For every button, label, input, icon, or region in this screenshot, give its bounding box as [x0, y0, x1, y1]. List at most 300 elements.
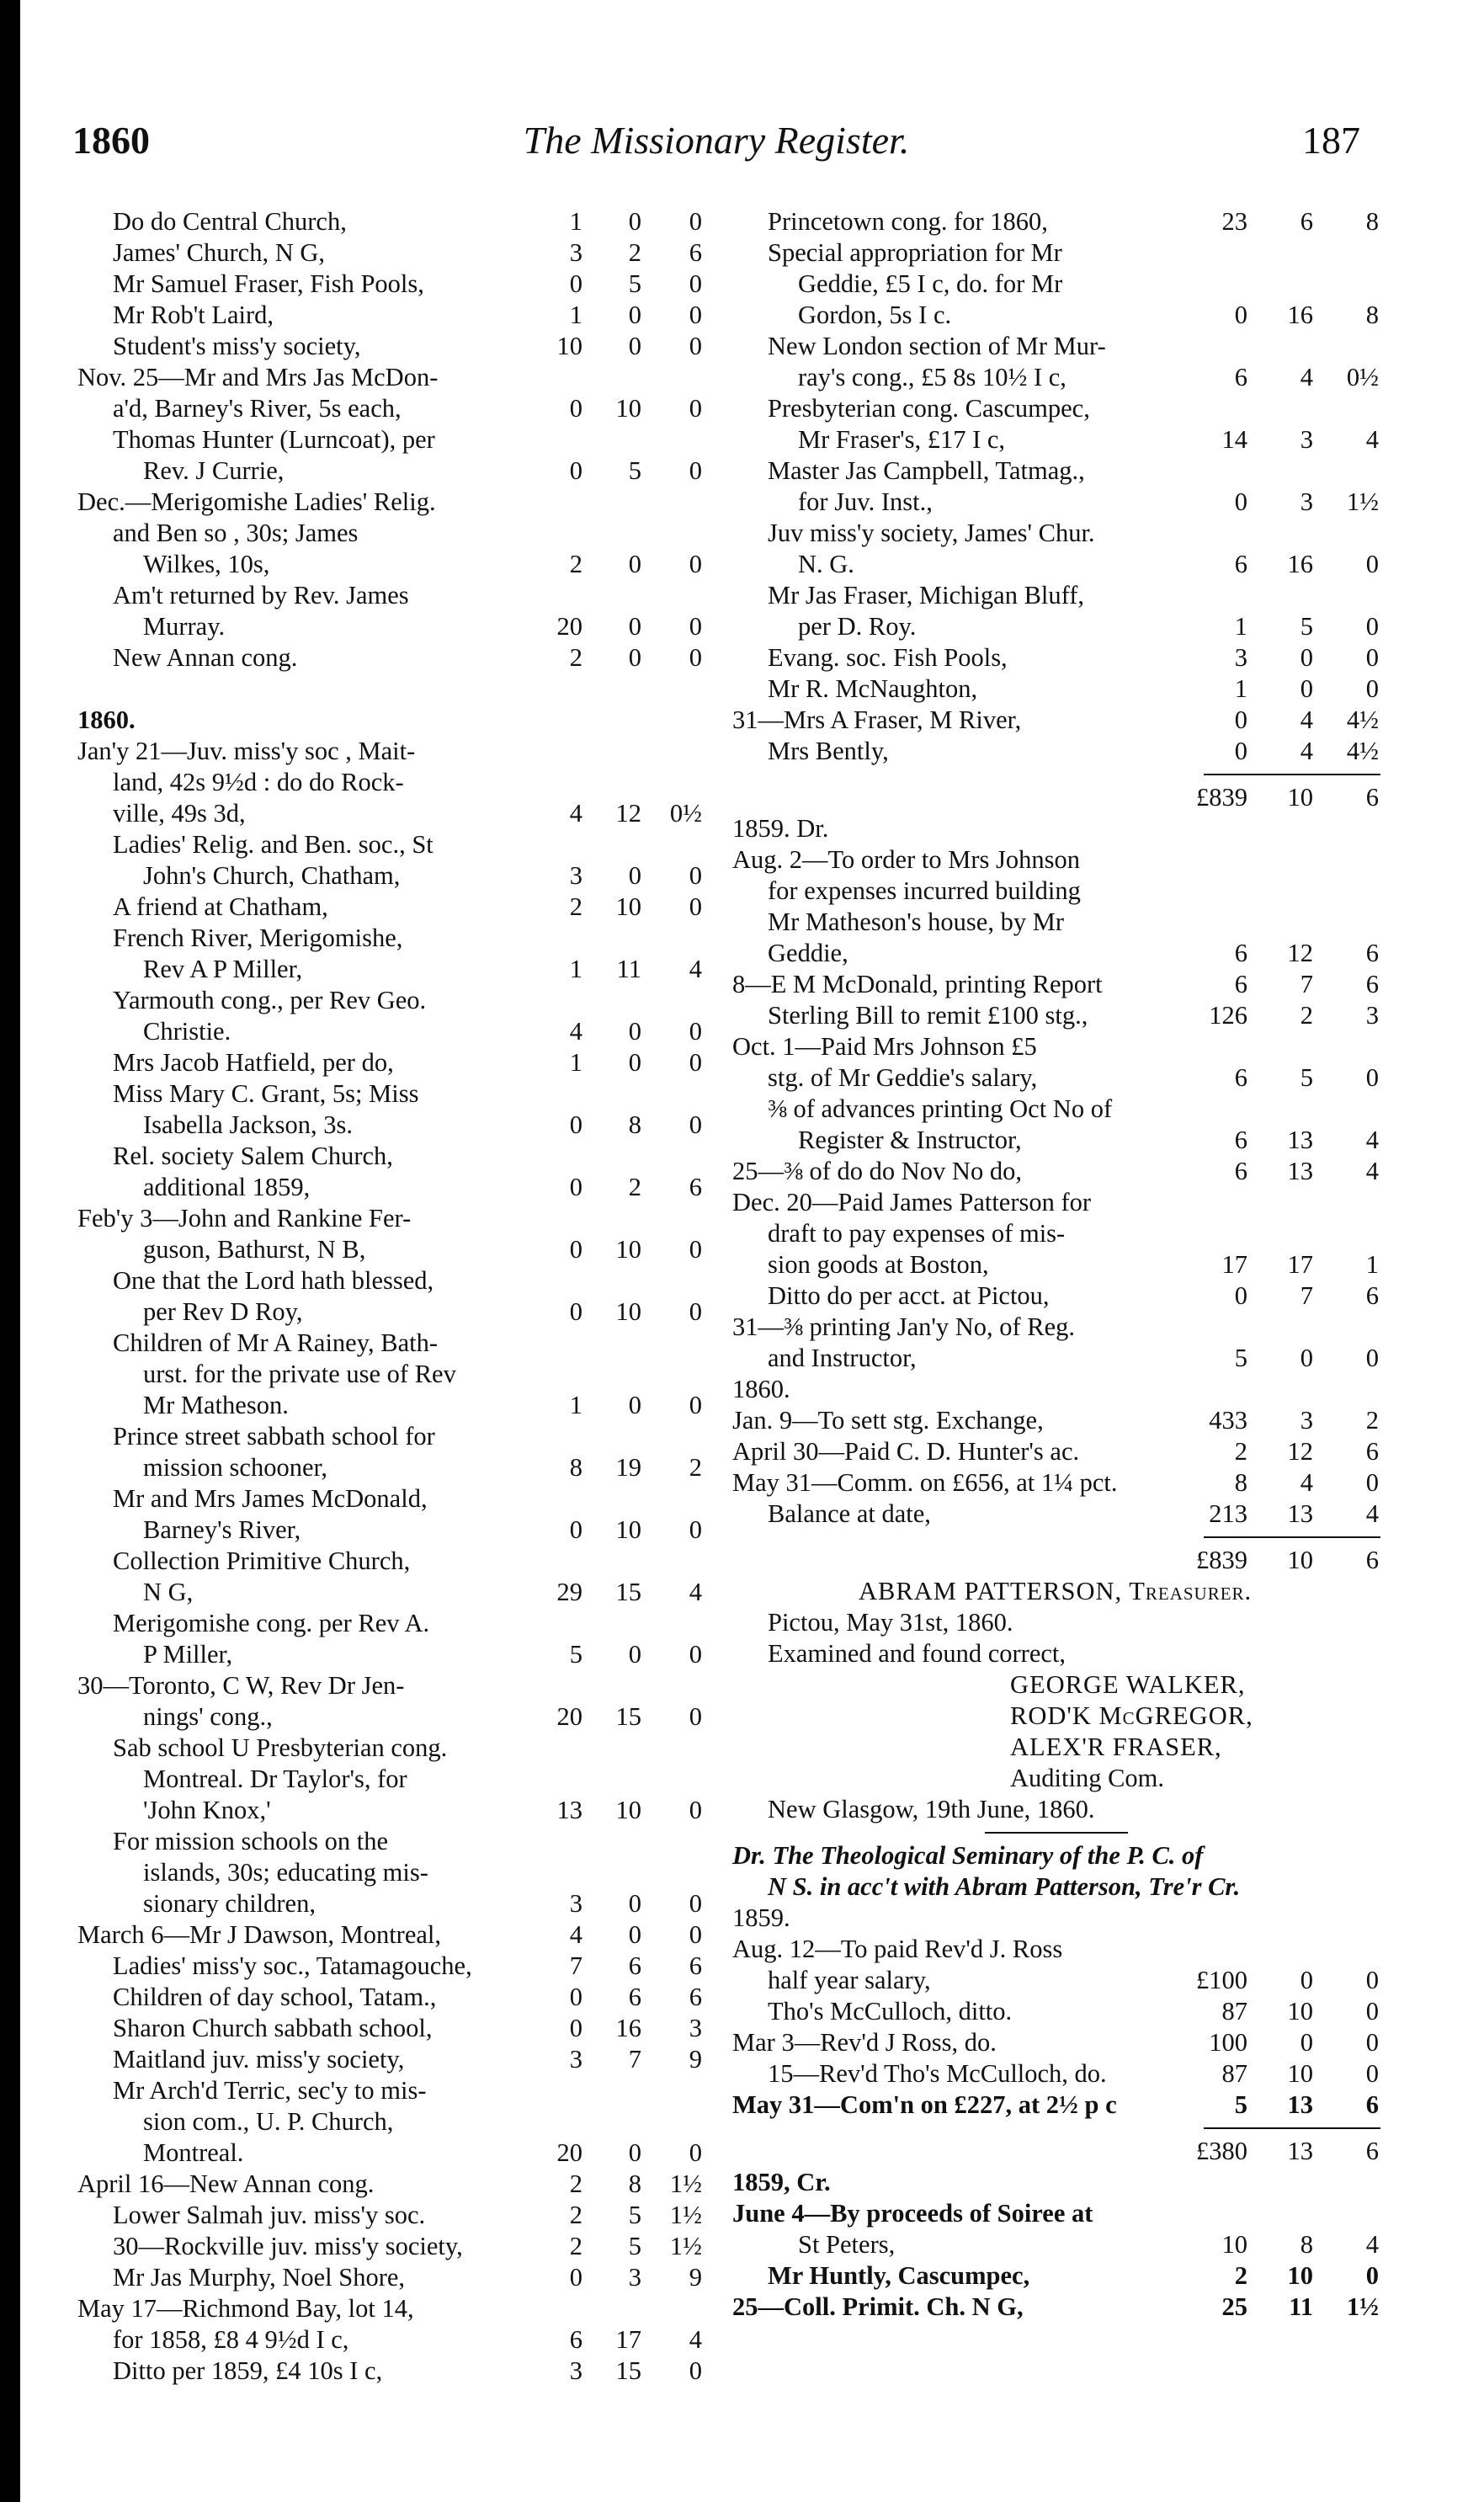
entry-text: a'd, Barney's River, 5s each,	[113, 394, 402, 423]
ledger-line	[77, 518, 717, 549]
amount-pence: 4	[1365, 2230, 1379, 2259]
entry-text: for 1858, £8 4 9½d I c,	[113, 2325, 349, 2354]
entry-text: 25—Coll. Primit. Ch. N G,	[732, 2292, 1024, 2321]
entry-text: Mr Samuel Fraser, Fish Pools,	[113, 269, 424, 298]
amount-shillings: 8	[1300, 2230, 1313, 2259]
amount-shillings: 10	[1287, 1997, 1313, 2026]
amount-shillings: 4	[1300, 737, 1313, 765]
amount-pounds: 2	[569, 2232, 582, 2260]
ledger-line	[77, 705, 717, 736]
amount-pounds: 6	[1234, 550, 1247, 578]
amount-pence: 6	[689, 238, 702, 267]
entry-text: Register & Instructor,	[798, 1126, 1022, 1154]
amount-pence: 8	[1365, 301, 1379, 329]
ledger-line	[77, 1857, 717, 1888]
entry-text: Aug. 12—To paid Rev'd J. Ross	[732, 1935, 1063, 1963]
amount-shillings: 0	[628, 550, 641, 578]
amount-shillings: 0	[628, 1048, 641, 1077]
amount-pounds: 1	[569, 1391, 582, 1419]
page-number: 187	[1302, 119, 1360, 162]
amount-shillings: 10	[1287, 2059, 1313, 2088]
entry-text: Jan. 9—To sett stg. Exchange,	[732, 1406, 1044, 1435]
entry-text: Evang. soc. Fish Pools,	[768, 643, 1008, 672]
amount-pounds: 10	[1221, 2230, 1247, 2259]
ledger-line	[732, 237, 1380, 269]
entry-text: Mr R. McNaughton,	[768, 674, 978, 703]
amount-pounds: 0	[1234, 1281, 1247, 1310]
entry-text: Dr. The Theological Seminary of the P. C. of	[732, 1841, 1204, 1870]
amount-pounds: 2	[1234, 1437, 1247, 1466]
amount-pounds: 3	[569, 2045, 582, 2073]
ledger-line	[732, 1187, 1380, 1218]
ledger-line	[732, 1062, 1380, 1094]
amount-pence: 0½	[1346, 363, 1379, 391]
amount-pence: 0	[1365, 1344, 1379, 1372]
entry-text: Sterling Bill to remit £100 stg.,	[768, 1001, 1088, 1030]
ledger-line	[732, 1343, 1380, 1374]
entry-text: additional 1859,	[143, 1173, 311, 1201]
entry-text: April 30—Paid C. D. Hunter's ac.	[732, 1437, 1080, 1466]
entry-text: GEORGE WALKER,	[1010, 1670, 1246, 1699]
ledger-line	[77, 1483, 717, 1515]
amount-pence: 0	[689, 1391, 702, 1419]
amount-shillings: 0	[628, 612, 641, 641]
ledger-rule	[1204, 774, 1380, 775]
amount-pence: 0	[1365, 1468, 1379, 1497]
ledger-line	[77, 1670, 717, 1701]
ledger-line	[732, 1794, 1380, 1825]
ledger-line	[732, 580, 1380, 611]
ledger-line	[732, 1094, 1380, 1125]
amount-shillings: 3	[1300, 487, 1313, 516]
ledger-line	[77, 2231, 717, 2262]
ledger-line	[732, 907, 1380, 938]
amount-pounds: 3	[569, 861, 582, 890]
amount-pence: 0	[689, 1110, 702, 1139]
entry-text: Mr and Mrs James McDonald,	[113, 1484, 428, 1513]
amount-shillings: 16	[1287, 550, 1313, 578]
amount-shillings: 15	[615, 1578, 641, 1606]
entry-text: draft to pay expenses of mis-	[768, 1219, 1066, 1248]
entry-text: Mr Matheson's house, by Mr	[768, 908, 1064, 936]
amount-pence: 6	[689, 1983, 702, 2011]
entry-text: Pictou, May 31st, 1860.	[768, 1608, 1013, 1637]
amount-pence: 0	[689, 550, 702, 578]
entry-text: James' Church, N G,	[113, 238, 325, 267]
ledger-line	[77, 673, 717, 705]
amount-shillings: 3	[1300, 1406, 1313, 1435]
entry-text: Murray.	[143, 612, 226, 641]
amount-shillings: 6	[628, 1983, 641, 2011]
amount-shillings: 0	[628, 1640, 641, 1669]
entry-text: June 4—By proceeds of Soiree at	[732, 2199, 1093, 2228]
entry-text: land, 42s 9½d : do do Rock-	[113, 768, 404, 796]
amount-pounds: 0	[569, 1983, 582, 2011]
amount-pence: 1½	[669, 2169, 702, 2198]
amount-pounds: 6	[1234, 1126, 1247, 1154]
ledger-line	[77, 2137, 717, 2169]
amount-pence: 6	[1365, 783, 1379, 812]
entry-text: Yarmouth cong., per Rev Geo.	[113, 986, 427, 1014]
ledger-line	[732, 705, 1380, 736]
ledger-line	[732, 2229, 1380, 2260]
amount-pounds: 20	[556, 612, 582, 641]
amount-pounds: 0	[569, 1110, 582, 1139]
entry-text: Christie.	[143, 1017, 231, 1046]
entry-text: Do do Central Church,	[113, 207, 347, 236]
ledger-line	[77, 1826, 717, 1857]
amount-pounds: 213	[1209, 1499, 1247, 1528]
amount-pence: 6	[689, 1951, 702, 1980]
amount-pounds: 2	[569, 2201, 582, 2229]
entry-text: Mr Jas Fraser, Michigan Bluff,	[768, 581, 1085, 610]
entry-text: For mission schools on the	[113, 1827, 389, 1855]
amount-shillings: 4	[1300, 1468, 1313, 1497]
amount-shillings: 10	[615, 1297, 641, 1326]
ledger-line	[732, 736, 1380, 767]
entry-text: 25—⅜ of do do Nov No do,	[732, 1157, 1022, 1185]
ledger-line	[732, 487, 1380, 518]
amount-pounds: 2	[1234, 2261, 1247, 2290]
amount-pence: 0	[689, 643, 702, 672]
entry-text: Mr Huntly, Cascumpec,	[768, 2261, 1030, 2290]
amount-pence: 0	[689, 269, 702, 298]
ledger-line	[77, 892, 717, 923]
entry-text: Tho's McCulloch, ditto.	[768, 1997, 1013, 2026]
amount-pounds: 6	[1234, 1157, 1247, 1185]
ledger-line	[732, 813, 1380, 844]
ledger-line	[77, 829, 717, 860]
ledger-line	[732, 1312, 1380, 1343]
ledger-line	[77, 1639, 717, 1670]
entry-text: Mr Arch'd Terric, sec'y to mis-	[113, 2076, 427, 2105]
ledger-line	[77, 2200, 717, 2231]
ledger-line	[77, 2075, 717, 2106]
amount-pounds: 23	[1221, 207, 1247, 236]
amount-shillings: 0	[628, 2138, 641, 2167]
entry-text: Dec. 20—Paid James Patterson for	[732, 1188, 1092, 1216]
ledger-line	[732, 2136, 1380, 2167]
ledger-line	[732, 2027, 1380, 2058]
entry-text: ALEX'R FRASER,	[1010, 1733, 1222, 1761]
amount-shillings: 0	[628, 643, 641, 672]
entry-text: Mrs Bently,	[768, 737, 889, 765]
amount-pounds: 7	[569, 1951, 582, 1980]
ledger-line	[77, 1951, 717, 1982]
amount-pounds: 0	[569, 1173, 582, 1201]
amount-pounds: 6	[1234, 939, 1247, 967]
amount-pence: 0	[689, 1297, 702, 1326]
amount-pence: 1½	[1346, 2292, 1379, 2321]
amount-shillings: 13	[1287, 1499, 1313, 1528]
amount-pounds: 8	[1234, 1468, 1247, 1497]
entry-text: 1859.	[732, 1903, 790, 1932]
entry-text: 31—Mrs A Fraser, M River,	[732, 705, 1022, 734]
ledger-line	[77, 798, 717, 829]
amount-pence: 0	[689, 892, 702, 921]
entry-text: Sab school U Presbyterian cong.	[113, 1733, 448, 1762]
amount-pounds: 0	[1234, 487, 1247, 516]
ledger-line	[77, 642, 717, 673]
amount-pence: 1½	[669, 2232, 702, 2260]
entry-text: N S. in acc't with Abram Patterson, Tre'r Cr.	[768, 1872, 1241, 1901]
amount-pence: 3	[689, 2014, 702, 2042]
ledger-line	[732, 1732, 1380, 1763]
entry-text: for expenses incurred building	[768, 876, 1081, 905]
amount-shillings: 4	[1300, 705, 1313, 734]
entry-text: Geddie,	[768, 939, 848, 967]
ledger-line	[77, 331, 717, 362]
ledger-line	[732, 518, 1380, 549]
ledger-line	[732, 2058, 1380, 2089]
amount-pence: 0	[689, 612, 702, 641]
ledger-line	[732, 844, 1380, 876]
entry-text: mission schooner,	[143, 1453, 328, 1482]
amount-shillings: 10	[1287, 2261, 1313, 2290]
amount-pence: 4	[689, 955, 702, 983]
entry-text: ⅜ of advances printing Oct No of	[768, 1094, 1113, 1123]
amount-shillings: 0	[628, 207, 641, 236]
entry-text: stg. of Mr Geddie's salary,	[768, 1063, 1038, 1092]
entry-text: John's Church, Chatham,	[143, 861, 401, 890]
amount-shillings: 2	[628, 238, 641, 267]
entry-text: N. G.	[798, 550, 854, 578]
amount-shillings: 5	[1300, 612, 1313, 641]
entry-text: 1859. Dr.	[732, 814, 829, 843]
ledger-line	[77, 1172, 717, 1203]
ledger-line	[732, 269, 1380, 300]
ledger-line	[732, 1871, 1380, 1903]
amount-shillings: 12	[615, 799, 641, 828]
entry-text: Sharon Church sabbath school,	[113, 2014, 433, 2042]
amount-pounds: 6	[1234, 363, 1247, 391]
entry-text: Rev. J Currie,	[143, 456, 285, 485]
page-edge-shadow	[0, 0, 20, 2502]
amount-pounds: 0	[569, 1297, 582, 1326]
amount-pence: 3	[1365, 1001, 1379, 1030]
amount-pounds: 87	[1221, 1997, 1247, 2026]
amount-pence: 0	[689, 861, 702, 890]
amount-pounds: 4	[569, 1017, 582, 1046]
amount-shillings: 8	[628, 2169, 641, 2198]
entry-text: Montreal. Dr Taylor's, for	[143, 1765, 407, 1793]
entry-text: Am't returned by Rev. James	[113, 581, 409, 610]
entry-text: New London section of Mr Mur-	[768, 332, 1106, 360]
amount-pounds: 13	[556, 1796, 582, 1824]
entry-text: Ladies' miss'y soc., Tatamagouche,	[113, 1951, 472, 1980]
amount-shillings: 19	[615, 1453, 641, 1482]
ledger-line	[77, 1701, 717, 1733]
amount-pounds: 10	[556, 332, 582, 360]
ledger-line	[77, 206, 717, 237]
ledger-line	[732, 1249, 1380, 1280]
ledger-line	[732, 1996, 1380, 2027]
amount-pence: 0	[1365, 2028, 1379, 2057]
ledger-line	[77, 1078, 717, 1110]
amount-pence: 9	[689, 2263, 702, 2292]
entry-text: sion goods at Boston,	[768, 1250, 989, 1279]
ledger-rule	[1204, 2127, 1380, 2129]
amount-pounds: 0	[569, 394, 582, 423]
amount-shillings: 10	[1287, 1546, 1313, 1574]
ledger-line	[77, 1546, 717, 1577]
ledger-line	[77, 1733, 717, 1764]
ledger-line	[77, 237, 717, 269]
entry-text: Jan'y 21—Juv. miss'y soc , Mait-	[77, 737, 416, 765]
ledger-line	[77, 1328, 717, 1359]
amount-pounds: 4	[569, 799, 582, 828]
ledger-line	[77, 1421, 717, 1452]
amount-pence: 0	[689, 456, 702, 485]
entry-text: Auditing Com.	[1010, 1764, 1165, 1792]
ledger-line	[732, 876, 1380, 907]
ledger-line	[77, 2293, 717, 2324]
amount-pounds: 3	[569, 1889, 582, 1918]
amount-pounds: 4	[569, 1920, 582, 1949]
entry-text: Miss Mary C. Grant, 5s; Miss	[113, 1079, 419, 1108]
amount-shillings: 11	[616, 955, 641, 983]
amount-pounds: 5	[569, 1640, 582, 1669]
amount-shillings: 8	[628, 1110, 641, 1139]
amount-shillings: 0	[1300, 643, 1313, 672]
amount-shillings: 2	[1300, 1001, 1313, 1030]
amount-pounds: £100	[1196, 1966, 1247, 1994]
ledger-line	[77, 2262, 717, 2293]
ledger-line	[732, 611, 1380, 642]
entry-text: Ladies' Relig. and Ben. soc., St	[113, 830, 433, 859]
amount-pence: 6	[1365, 1546, 1379, 1574]
ledger-line	[77, 1110, 717, 1141]
amount-pounds: 20	[556, 2138, 582, 2167]
amount-pence: 1	[1365, 1250, 1379, 1279]
amount-pounds: 25	[1221, 2292, 1247, 2321]
entry-text: Rel. society Salem Church,	[113, 1142, 393, 1170]
ledger-line	[732, 1669, 1380, 1701]
ledger-line	[732, 2167, 1380, 2198]
ledger-line	[77, 1795, 717, 1826]
ledger-line	[77, 1919, 717, 1951]
entry-text: Merigomishe cong. per Rev A.	[113, 1609, 430, 1637]
amount-pence: 0	[689, 1889, 702, 1918]
ledger-line	[77, 2044, 717, 2075]
entry-text: Dec.—Merigomishe Ladies' Relig.	[77, 487, 436, 516]
amount-pounds: 6	[569, 2325, 582, 2354]
ledger-line	[732, 1701, 1380, 1732]
amount-pence: 0	[689, 301, 702, 329]
amount-pence: 0	[1365, 2059, 1379, 2088]
amount-shillings: 5	[628, 456, 641, 485]
entry-text: Aug. 2—To order to Mrs Johnson	[732, 845, 1080, 874]
ledger-line	[77, 269, 717, 300]
amount-pence: 0	[1365, 643, 1379, 672]
left-column	[77, 206, 717, 2387]
entry-text: Master Jas Campbell, Tatmag.,	[768, 456, 1085, 485]
entry-text: May 31—Com'n on £227, at 2½ p c	[732, 2090, 1117, 2119]
entry-text: Maitland juv. miss'y society,	[113, 2045, 405, 2073]
amount-shillings: 5	[628, 2201, 641, 2229]
amount-pounds: 0	[1234, 737, 1247, 765]
entry-text: New Annan cong.	[113, 643, 298, 672]
amount-pence: 0	[689, 2356, 702, 2385]
amount-pence: 0	[689, 1920, 702, 1949]
entry-text: Mr Matheson.	[143, 1391, 289, 1419]
amount-shillings: 13	[1287, 2090, 1313, 2119]
amount-shillings: 16	[615, 2014, 641, 2042]
amount-pounds: 87	[1221, 2059, 1247, 2088]
ledger-line	[732, 1499, 1380, 1530]
ledger-line	[77, 860, 717, 892]
amount-shillings: 10	[1287, 783, 1313, 812]
entry-text: 'John Knox,'	[143, 1796, 271, 1824]
ledger-line	[77, 1016, 717, 1047]
entry-text: sion com., U. P. Church,	[143, 2107, 394, 2136]
entry-text: Barney's River,	[143, 1515, 301, 1544]
ledger-line	[77, 2013, 717, 2044]
entry-text: Special appropriation for Mr	[768, 238, 1062, 267]
entry-text: P Miller,	[143, 1640, 233, 1669]
ledger-line	[732, 1903, 1380, 1934]
ledger-line	[732, 424, 1380, 455]
amount-pence: 4	[1365, 1499, 1379, 1528]
entry-text: Ditto do per acct. at Pictou,	[768, 1281, 1050, 1310]
amount-shillings: 7	[1300, 1281, 1313, 1310]
ledger-line	[77, 1234, 717, 1265]
amount-pounds: 0	[569, 1235, 582, 1264]
amount-pounds: 3	[1234, 643, 1247, 672]
ledger-line	[77, 393, 717, 424]
amount-pence: 0	[689, 1796, 702, 1824]
amount-pounds: 1	[569, 955, 582, 983]
ledger-line	[77, 1608, 717, 1639]
entry-text: May 31—Comm. on £656, at 1¼ pct.	[732, 1468, 1118, 1497]
amount-shillings: 6	[628, 1951, 641, 1980]
ledger-line	[77, 767, 717, 798]
amount-pence: 0	[689, 2138, 702, 2167]
right-column	[732, 206, 1380, 2323]
ledger-line	[77, 923, 717, 954]
amount-pence: 1½	[669, 2201, 702, 2229]
entry-text: per D. Roy.	[798, 612, 917, 641]
amount-pence: 6	[1365, 2090, 1379, 2119]
ledger-line	[732, 969, 1380, 1000]
amount-pounds: 2	[569, 643, 582, 672]
amount-pence: 0	[1365, 1063, 1379, 1092]
amount-pence: 0	[689, 1702, 702, 1731]
amount-shillings: 3	[1300, 425, 1313, 454]
ledger-line	[732, 642, 1380, 673]
entry-text: ville, 49s 3d,	[113, 799, 246, 828]
amount-pounds: 3	[569, 2356, 582, 2385]
ledger-line	[732, 1280, 1380, 1312]
running-header	[72, 118, 1360, 178]
entry-text: sionary children,	[143, 1889, 316, 1918]
entry-text: half year salary,	[768, 1966, 931, 1994]
amount-pounds: 0	[569, 269, 582, 298]
entry-text: urst. for the private use of Rev	[143, 1360, 456, 1388]
ledger-line	[732, 1218, 1380, 1249]
amount-pounds: 5	[1234, 1344, 1247, 1372]
amount-pence: 4	[1365, 425, 1379, 454]
ledger-line	[77, 1265, 717, 1296]
amount-shillings: 10	[615, 1235, 641, 1264]
ledger-line	[77, 611, 717, 642]
amount-pence: 1½	[1346, 487, 1379, 516]
amount-shillings: 0	[628, 1391, 641, 1419]
amount-shillings: 0	[1300, 674, 1313, 703]
entry-text: per Rev D Roy,	[143, 1297, 303, 1326]
amount-pence: 6	[1365, 970, 1379, 998]
amount-pounds: 29	[556, 1578, 582, 1606]
